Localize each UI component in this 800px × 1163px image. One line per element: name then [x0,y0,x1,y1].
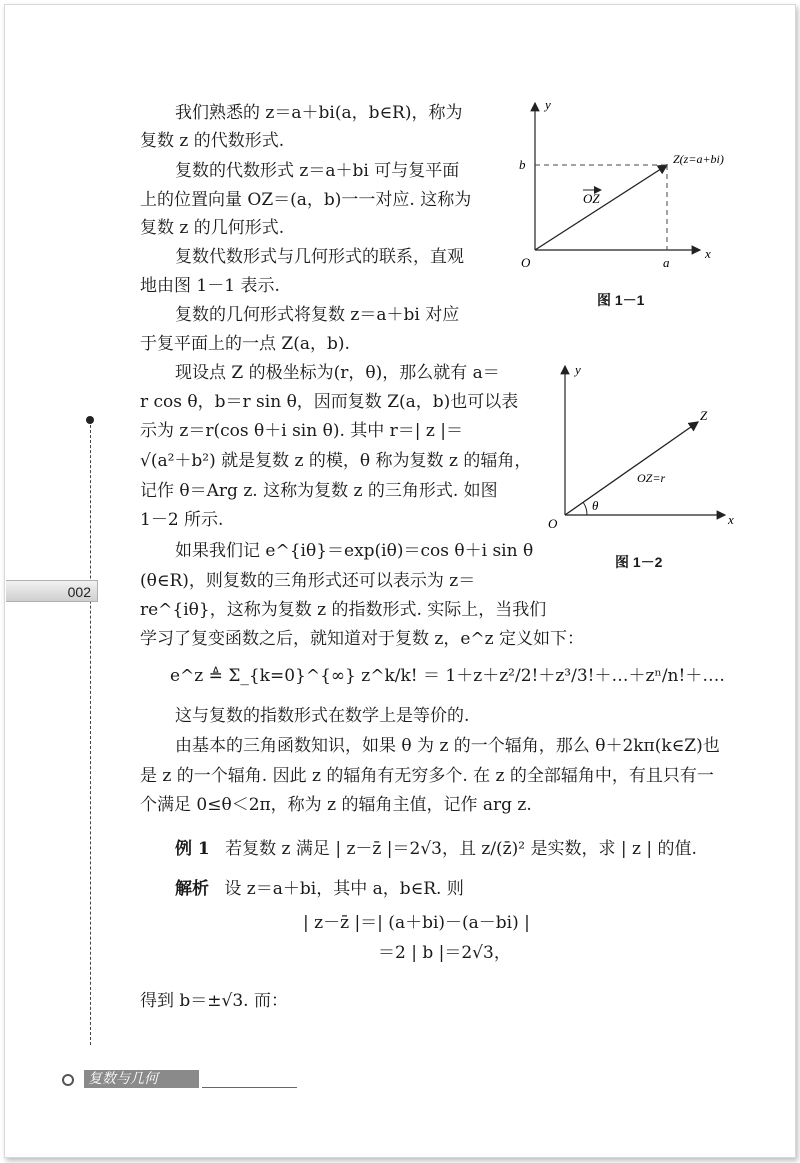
solution-conclusion: 得到 b＝±√3. 而： [140,991,288,1011]
series-equation: e^z ≜ Σ_{k=0}^{∞} z^k/k! ＝ 1＋z＋z²/2!＋z³/3!＋…＋zⁿ/n!＋…. [170,666,725,686]
angle-arc [583,502,587,515]
y-axis-label: y [575,362,581,377]
example-block [175,838,697,860]
text-line: 上的位置向量 OZ＝(a，b)一一对应. 这称为 [140,190,472,210]
footer-circle-icon [62,1074,74,1086]
figure-1-2-caption: 图 1－2 [615,554,663,570]
margin-dot [86,416,94,424]
figure-1-2 [530,360,745,545]
text-line: 如果我们记 e^{iθ}＝exp(iθ)＝cos θ＋i sin θ [175,541,534,561]
text-line: 是 z 的一个辐角. 因此 z 的辐角有无穷多个. 在 z 的全部辐角中，有且只有一 [140,766,714,786]
text-line: 于复平面上的一点 Z(a，b). [140,334,350,354]
x-axis-label: x [705,246,711,261]
text-line: 复数的几何形式将复数 z＝a＋bi 对应 [175,305,460,325]
text-line: 现设点 Z 的极坐标为(r，θ)，那么就有 a＝ [175,363,500,383]
origin-label: O [521,255,531,270]
text-line: 学习了复变函数之后，就知道对于复数 z，e^z 定义如下： [140,629,585,649]
figure-1-1-caption: 图 1－1 [597,292,645,308]
figure-1-1 [505,95,745,280]
tick-b-label: b [519,157,526,172]
text-line: 这与复数的指数形式在数学上是等价的. [175,706,470,726]
text-line: 复数的代数形式 z＝a＋bi 可与复平面 [175,161,460,181]
solution-equation-2: ＝2 | b |＝2√3， [378,943,511,963]
angle-label: θ [592,498,599,513]
footer-rule [202,1087,297,1088]
text-line: 个满足 0≤θ＜2π，称为 z 的辐角主值，记作 arg z. [140,795,532,815]
page-number: 002 [67,584,91,600]
text-line: 示为 z＝r(cos θ＋i sin θ). 其中 r＝| z |＝ [140,421,464,441]
point-label: Z [700,408,708,423]
vector-oz [565,422,698,515]
vector-oz [535,165,667,250]
y-axis-label: y [545,97,551,112]
text-line: (θ∈R)，则复数的三角形式还可以表示为 z＝ [140,571,476,591]
example-label: 例 1 [175,839,210,859]
text-line: re^{iθ}，这称为复数 z 的指数形式. 实际上，当我们 [140,600,547,620]
footer [62,1068,247,1090]
point-label: Z(z=a+bi) [673,152,724,166]
tick-a-label: a [663,255,670,270]
text-line: 地由图 1－1 表示. [140,276,280,296]
text-line: 我们熟悉的 z＝a＋bi(a，b∈R)，称为 [175,103,463,123]
solution-equation-1: | z－z̄ |＝| (a＋bi)－(a－bi) | [303,913,530,933]
footer-title: 复数与几何 [88,1071,158,1087]
example-text: 若复数 z 满足 | z－z̄ |＝2√3，且 z/(z̄)² 是实数，求 | z | 的值. [225,839,697,859]
margin-dashed-line [90,425,91,1045]
length-label: OZ=r [637,471,666,485]
text-line: 记作 θ＝Arg z. 这称为复数 z 的三角形式. 如图 [140,481,498,501]
solution-block [175,878,464,900]
text-line: 复数 z 的几何形式. [140,218,285,238]
x-axis-label: x [728,512,734,527]
solution-label: 解析 [175,879,209,899]
text-line: r cos θ，b＝r sin θ，因而复数 Z(a，b)也可以表 [140,392,519,412]
text-line: 1－2 所示. [140,510,224,530]
origin-label: O [548,516,558,531]
text-line: 复数 z 的代数形式. [140,131,285,151]
vector-label: OZ [583,191,600,206]
text-line: √(a²＋b²) 就是复数 z 的模，θ 称为复数 z 的辐角， [140,451,532,471]
text-line: 复数代数形式与几何形式的联系，直观 [175,247,464,267]
text-line: 由基本的三角函数知识，如果 θ 为 z 的一个辐角，那么 θ＋2kπ(k∈Z)也 [175,736,720,756]
solution-text: 设 z＝a＋bi，其中 a，b∈R. 则 [224,879,464,899]
page-number-tab [6,580,98,602]
